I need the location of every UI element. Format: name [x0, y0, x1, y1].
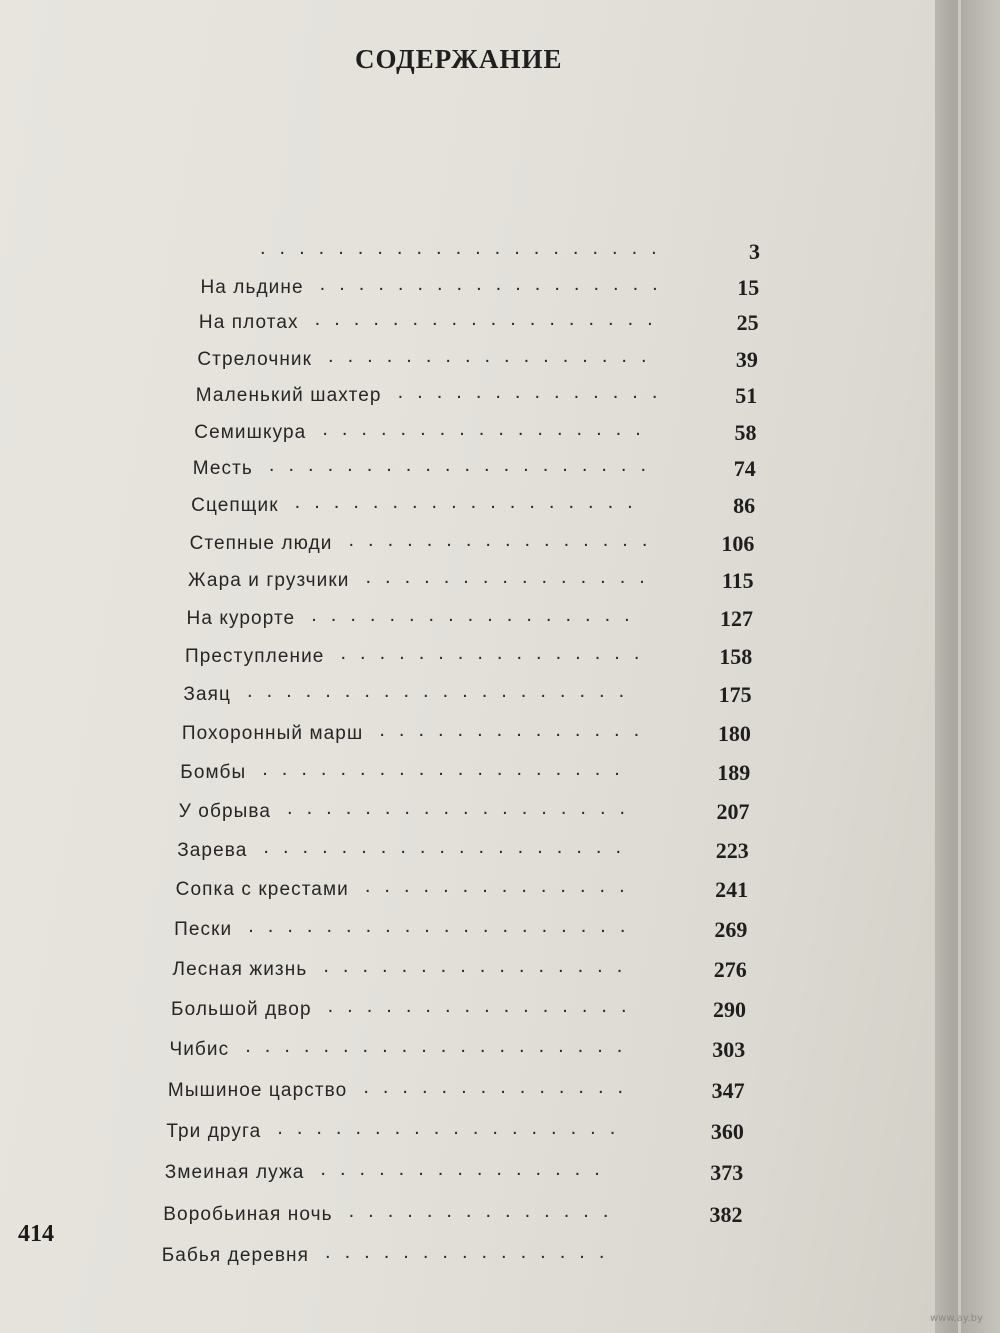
toc-entry-title: Похоронный марш — [181, 722, 364, 744]
toc-entry — [0, 381, 1000, 411]
toc-entry-page: 127 — [720, 606, 753, 631]
toc-entry-page: 25 — [736, 310, 759, 336]
toc-entry-page: 373 — [710, 1160, 744, 1186]
toc-entry-page: 175 — [718, 682, 752, 708]
toc-entry — [0, 955, 1000, 985]
toc-entry-title: Пески — [174, 918, 233, 940]
leader-dots: ................ — [340, 642, 654, 665]
toc-entry-title: Семишкура — [194, 421, 307, 443]
toc-entry — [0, 642, 1000, 672]
toc-entry-title: У обрыва — [178, 800, 272, 822]
leader-dots: .............. — [348, 1199, 623, 1222]
toc-entry — [0, 1117, 1000, 1147]
leader-dots: ............... — [325, 1241, 619, 1264]
toc-entry-title: Маленький шахтер — [195, 384, 382, 406]
page-title: СОДЕРЖАНИЕ — [355, 44, 563, 74]
toc-entry-page: 106 — [721, 530, 755, 556]
toc-entry — [0, 308, 1000, 338]
toc-entry-page: 382 — [709, 1201, 743, 1227]
toc-entry — [0, 836, 1000, 866]
leader-dots: .............. — [379, 718, 654, 741]
leader-dots: .................. — [314, 308, 667, 331]
leader-dots: ............... — [365, 566, 659, 589]
toc-entry — [0, 345, 1000, 375]
leader-dots: ................ — [323, 954, 637, 977]
leader-dots: .................. — [319, 272, 672, 295]
toc-entry-title: Три друга — [166, 1120, 262, 1142]
toc-entry — [0, 491, 1000, 521]
toc-entry — [0, 1241, 1000, 1271]
toc-entry-page: 303 — [712, 1037, 746, 1063]
toc-entry — [0, 1158, 1000, 1188]
toc-entry-title: Большой двор — [171, 999, 312, 1020]
toc-entry — [0, 875, 1000, 905]
toc-entry-page: 360 — [710, 1118, 744, 1144]
toc-entry-page: 290 — [713, 997, 746, 1022]
watermark: www.ay.by — [930, 1313, 983, 1324]
toc-entry-page: 74 — [733, 456, 756, 482]
leader-dots: .................. — [294, 491, 647, 514]
toc-entry-title: Бомбы — [180, 761, 247, 783]
toc-entry-title: Степные люди — [189, 532, 333, 554]
toc-entry-title: Сопка с крестами — [175, 879, 349, 901]
leader-dots: .................. — [287, 796, 640, 819]
toc-entry-page: 158 — [719, 644, 753, 670]
toc-entry-page: 180 — [717, 720, 751, 746]
toc-entry — [0, 418, 1000, 448]
toc-entry-title: Лесная жизнь — [172, 958, 308, 980]
toc-entry-page: 347 — [711, 1078, 745, 1104]
toc-entry — [0, 758, 1000, 788]
toc-entry — [0, 680, 1000, 710]
leader-dots: .............. — [363, 1076, 638, 1099]
toc-entry-title: Преступление — [184, 646, 325, 668]
leader-dots: ..................... — [260, 237, 671, 259]
toc-entry-page: 207 — [716, 798, 750, 824]
toc-entry-title: На курорте — [186, 608, 296, 629]
toc-entry-page: 223 — [715, 837, 749, 863]
toc-entry-page: 51 — [735, 382, 758, 408]
leader-dots: .............. — [397, 380, 672, 403]
leader-dots: ................. — [311, 604, 644, 626]
toc-entry — [0, 454, 1000, 484]
toc-entry — [0, 1200, 1000, 1230]
toc-entry-title: Заяц — [183, 684, 232, 706]
toc-entry-page: 39 — [735, 346, 758, 372]
toc-entry — [0, 1076, 1000, 1106]
leader-dots: ................... — [262, 757, 634, 780]
toc-entry-page: 115 — [721, 568, 754, 594]
toc-entry-title: Месть — [192, 458, 253, 480]
toc-entry — [0, 1035, 1000, 1065]
toc-entry-page: 241 — [715, 877, 749, 903]
toc-entry-title: Жара и грузчики — [188, 570, 350, 592]
leader-dots: ................... — [263, 835, 635, 858]
toc-entry — [0, 995, 1000, 1025]
leader-dots: .................... — [268, 454, 661, 477]
toc-entry-title: Бабья деревня — [161, 1245, 310, 1267]
leader-dots: ................ — [348, 528, 662, 551]
toc-entry — [0, 797, 1000, 827]
toc-entry-title: Зарева — [177, 839, 248, 861]
toc-entry-page: 86 — [733, 493, 756, 519]
toc-entry-title: На плотах — [198, 312, 299, 334]
toc-entry-page: 189 — [717, 759, 751, 785]
toc-entry — [0, 915, 1000, 945]
toc-entry-page: 58 — [734, 419, 757, 445]
toc-entry — [0, 273, 1000, 303]
leader-dots: .............. — [364, 875, 639, 898]
toc-entry-page: 3 — [749, 239, 760, 264]
toc-entry-title: Змеиная лужа — [164, 1162, 305, 1184]
toc-entry-page: 276 — [713, 956, 747, 982]
toc-entry-page: 269 — [714, 916, 748, 942]
toc-entry — [0, 719, 1000, 749]
leader-dots: ................. — [328, 344, 661, 367]
page-number: 414 — [18, 1221, 54, 1247]
toc-entry — [0, 237, 1000, 267]
toc-entry-page: 15 — [737, 274, 760, 300]
toc-entry — [0, 529, 1000, 559]
toc-entry-title: На льдине — [200, 276, 304, 298]
toc-entry-title: Воробьиная ночь — [163, 1203, 333, 1225]
toc-entry-title: Мышиное царство — [167, 1080, 348, 1102]
leader-dots: ................ — [327, 995, 641, 1017]
toc-entry-title: Сцепщик — [191, 495, 279, 517]
leader-dots: ............... — [320, 1158, 614, 1181]
toc-entry-title: Стрелочник — [197, 348, 313, 370]
toc-entry-title: Чибис — [169, 1039, 230, 1061]
leader-dots: .................... — [248, 914, 640, 937]
leader-dots: .................... — [247, 680, 639, 703]
toc-entry — [0, 604, 1000, 634]
leader-dots: .................. — [277, 1116, 630, 1139]
leader-dots: ................. — [322, 417, 655, 440]
toc-entry — [0, 566, 1000, 596]
leader-dots: .................... — [245, 1035, 637, 1058]
